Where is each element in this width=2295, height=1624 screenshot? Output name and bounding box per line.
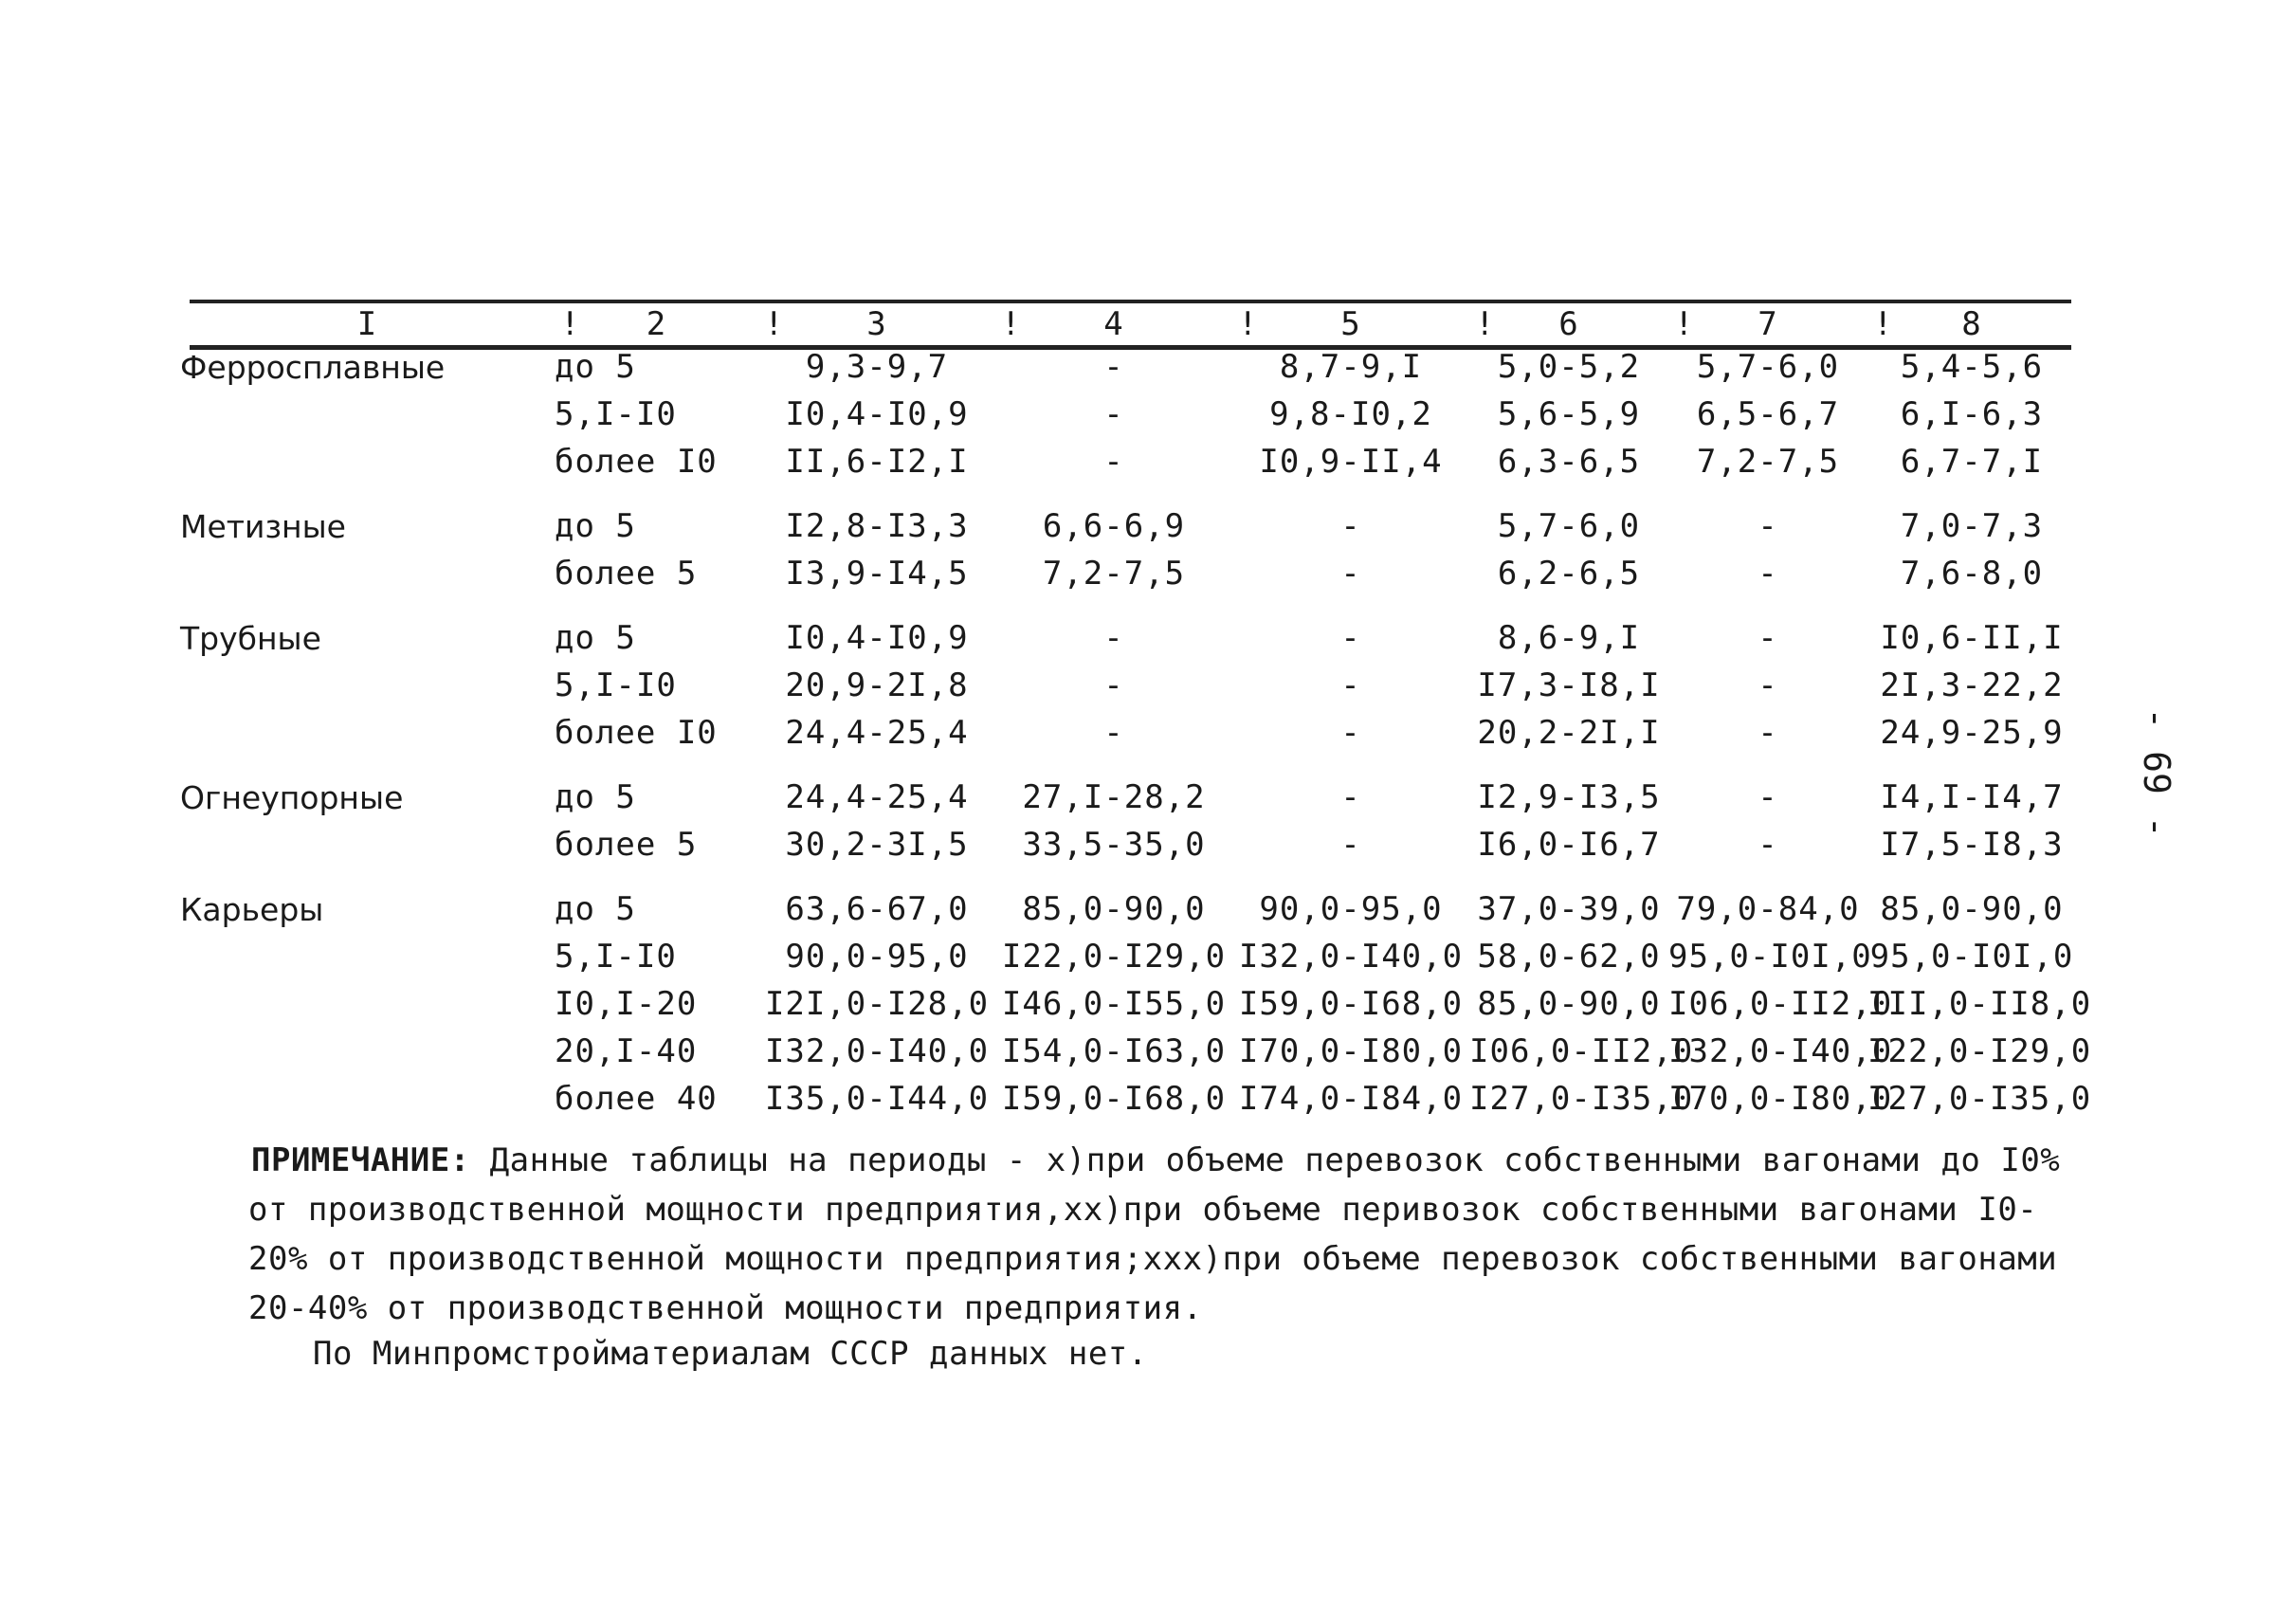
cell-col-4: -	[1103, 443, 1124, 481]
cell-col-7: 7,2-7,5	[1696, 443, 1840, 481]
cell-col-5: -	[1340, 507, 1361, 545]
cell-col-5: 9,8-I0,2	[1269, 395, 1432, 433]
col-header-4: ! 4	[1001, 305, 1124, 343]
row-group-label	[180, 1028, 555, 1075]
row-group-label: Трубные	[180, 619, 321, 657]
cell-col-4: -	[1103, 348, 1124, 386]
cell-col-5: -	[1340, 714, 1361, 752]
cell-col-5: I59,0-I68,0	[1238, 985, 1464, 1023]
cell-col-3: 90,0-95,0	[785, 938, 969, 976]
row-volume: более 40	[555, 1080, 718, 1118]
cell-col-6: 6,3-6,5	[1497, 443, 1641, 481]
cell-col-5: I74,0-I84,0	[1238, 1080, 1464, 1118]
cell-col-7: I32,0-I40,0	[1668, 1032, 1893, 1070]
cell-col-3: II,6-I2,I	[785, 443, 969, 481]
cell-col-4: I59,0-I68,0	[1001, 1080, 1227, 1118]
cell-col-7: 95,0-I0I,0	[1668, 938, 1872, 976]
table-note	[248, 1136, 2071, 1333]
row-volume: до 5	[555, 619, 636, 657]
col-header-1: I	[356, 305, 378, 343]
cell-col-3: 30,2-3I,5	[785, 826, 969, 864]
cell-col-6: 20,2-2I,I	[1477, 714, 1661, 752]
row-group-label	[180, 438, 555, 485]
table-row	[180, 821, 2076, 868]
cell-col-8: I0,6-II,I	[1880, 619, 2064, 657]
row-group-label	[180, 550, 555, 597]
cell-col-7: -	[1758, 666, 1778, 704]
cell-col-7: -	[1758, 778, 1778, 816]
table-row	[180, 485, 2076, 550]
row-volume: более I0	[555, 443, 718, 481]
cell-col-6: 37,0-39,0	[1477, 890, 1661, 928]
cell-col-4: 7,2-7,5	[1042, 555, 1186, 593]
col-header-8: ! 8	[1873, 305, 1982, 343]
cell-col-4: -	[1103, 666, 1124, 704]
cell-col-5: I32,0-I40,0	[1238, 938, 1464, 976]
row-volume: до 5	[555, 507, 636, 545]
table-row	[180, 1028, 2076, 1075]
cell-col-5: I0,9-II,4	[1259, 443, 1443, 481]
cell-col-4: -	[1103, 395, 1124, 433]
cell-col-7: -	[1758, 714, 1778, 752]
cell-col-7: -	[1758, 826, 1778, 864]
cell-col-3: I0,4-I0,9	[785, 395, 969, 433]
cell-col-3: 9,3-9,7	[805, 348, 949, 386]
cell-col-4: 6,6-6,9	[1042, 507, 1186, 545]
cell-col-7: I70,0-I80,0	[1668, 1080, 1893, 1118]
row-group-label	[180, 821, 555, 868]
cell-col-8: III,0-II8,0	[1867, 985, 2092, 1023]
row-group-label: Метизные	[180, 507, 346, 545]
table-row	[180, 597, 2076, 662]
table-row	[180, 868, 2076, 933]
cell-col-4: -	[1103, 714, 1124, 752]
row-group-label	[180, 662, 555, 709]
row-volume: до 5	[555, 890, 636, 928]
cell-col-8: 6,7-7,I	[1900, 443, 2044, 481]
cell-col-8: 7,6-8,0	[1900, 555, 2044, 593]
row-volume: более I0	[555, 714, 718, 752]
cell-col-8: I22,0-I29,0	[1867, 1032, 2092, 1070]
cell-col-8: 85,0-90,0	[1880, 890, 2064, 928]
row-group-label: Ферросплавные	[180, 348, 446, 386]
table-row	[180, 391, 2076, 438]
cell-col-6: I06,0-II2,0	[1469, 1032, 1694, 1070]
cell-col-4: I54,0-I63,0	[1001, 1032, 1227, 1070]
cell-col-5: -	[1340, 826, 1361, 864]
row-group-label	[180, 980, 555, 1028]
cell-col-6: 6,2-6,5	[1497, 555, 1641, 593]
row-volume: до 5	[555, 778, 636, 816]
cell-col-8: 95,0-I0I,0	[1869, 938, 2074, 976]
cell-col-3: I32,0-I40,0	[764, 1032, 990, 1070]
cell-col-8: I4,I-I4,7	[1880, 778, 2064, 816]
cell-col-6: 58,0-62,0	[1477, 938, 1661, 976]
row-volume: I0,I-20	[555, 985, 698, 1023]
cell-col-3: I0,4-I0,9	[785, 619, 969, 657]
page-number: - 69 -	[2136, 707, 2177, 838]
freight-table	[180, 305, 2092, 1122]
table-row	[180, 980, 2076, 1028]
cell-col-6: 8,6-9,I	[1497, 619, 1641, 657]
row-group-label: Огнеупорные	[180, 778, 404, 816]
cell-col-8: I7,5-I8,3	[1880, 826, 2064, 864]
row-group-label	[180, 1075, 555, 1122]
cell-col-5: I70,0-I80,0	[1238, 1032, 1464, 1070]
cell-col-5: 8,7-9,I	[1279, 348, 1423, 386]
cell-col-8: 5,4-5,6	[1900, 348, 2044, 386]
cell-col-6: 5,0-5,2	[1497, 348, 1641, 386]
table-row	[180, 933, 2076, 980]
table-top-rule	[190, 300, 2071, 303]
cell-col-5: -	[1340, 555, 1361, 593]
note-line-3: 20% от производственной мощности предприятия;ххх)при объеме перевозок собственными вагонами	[248, 1240, 2058, 1278]
cell-col-4: -	[1103, 619, 1124, 657]
row-volume: 5,I-I0	[555, 395, 677, 433]
note-line-1: ПРИМЕЧАНИЕ: Данные таблицы на периоды - х)при объеме перевозок собственными вагонами до I0%	[251, 1141, 2061, 1179]
table-row	[180, 550, 2076, 597]
cell-col-3: 24,4-25,4	[785, 778, 969, 816]
cell-col-3: I2,8-I3,3	[785, 507, 969, 545]
cell-col-7: 6,5-6,7	[1696, 395, 1840, 433]
cell-col-6: I6,0-I6,7	[1477, 826, 1661, 864]
col-header-6: ! 6	[1475, 305, 1579, 343]
col-header-7: ! 7	[1674, 305, 1778, 343]
cell-col-6: 85,0-90,0	[1477, 985, 1661, 1023]
table-row	[180, 1075, 2076, 1122]
cell-col-7: -	[1758, 619, 1778, 657]
note-line-2: от производственной мощности предприятия,хх)при объеме перивозок собственными вагонами I0-	[248, 1191, 2038, 1229]
row-group-label: Карьеры	[180, 890, 324, 928]
cell-col-5: -	[1340, 619, 1361, 657]
table-row	[180, 438, 2076, 485]
cell-col-5: 90,0-95,0	[1259, 890, 1443, 928]
row-group-label	[180, 709, 555, 757]
cell-col-4: 33,5-35,0	[1022, 826, 1206, 864]
row-volume: до 5	[555, 348, 636, 386]
cell-col-8: 2I,3-22,2	[1880, 666, 2064, 704]
cell-col-8: I27,0-I35,0	[1867, 1080, 2092, 1118]
row-volume: более 5	[555, 555, 698, 593]
col-header-5: ! 5	[1238, 305, 1361, 343]
footnote-no-data: По Минпромстройматериалам СССР данных нет.	[313, 1335, 1148, 1373]
note-line-4: 20-40% от производственной мощности предприятия.	[248, 1289, 1203, 1327]
cell-col-4: 85,0-90,0	[1022, 890, 1206, 928]
row-volume: более 5	[555, 826, 698, 864]
cell-col-4: I46,0-I55,0	[1001, 985, 1227, 1023]
cell-col-5: -	[1340, 666, 1361, 704]
cell-col-3: 20,9-2I,8	[785, 666, 969, 704]
cell-col-6: I2,9-I3,5	[1477, 778, 1661, 816]
cell-col-7: 5,7-6,0	[1696, 348, 1840, 386]
table-row	[180, 757, 2076, 821]
cell-col-3: 24,4-25,4	[785, 714, 969, 752]
row-group-label	[180, 391, 555, 438]
cell-col-6: I7,3-I8,I	[1477, 666, 1661, 704]
cell-col-7: -	[1758, 507, 1778, 545]
cell-col-6: 5,7-6,0	[1497, 507, 1641, 545]
cell-col-3: I3,9-I4,5	[785, 555, 969, 593]
row-volume: 5,I-I0	[555, 938, 677, 976]
row-volume: 5,I-I0	[555, 666, 677, 704]
cell-col-7: -	[1758, 555, 1778, 593]
cell-col-3: 63,6-67,0	[785, 890, 969, 928]
table-row	[180, 709, 2076, 757]
col-header-2: ! 2	[560, 305, 667, 343]
cell-col-7: I06,0-II2,0	[1668, 985, 1893, 1023]
cell-col-6: 5,6-5,9	[1497, 395, 1641, 433]
cell-col-8: 24,9-25,9	[1880, 714, 2064, 752]
cell-col-4: 27,I-28,2	[1022, 778, 1206, 816]
cell-col-4: I22,0-I29,0	[1001, 938, 1227, 976]
cell-col-3: I2I,0-I28,0	[764, 985, 990, 1023]
cell-col-7: 79,0-84,0	[1676, 890, 1860, 928]
col-header-3: ! 3	[764, 305, 887, 343]
table-body	[180, 343, 2092, 1122]
cell-col-5: -	[1340, 778, 1361, 816]
cell-col-8: 6,I-6,3	[1900, 395, 2044, 433]
cell-col-3: I35,0-I44,0	[764, 1080, 990, 1118]
header-row	[180, 305, 2076, 343]
cell-col-8: 7,0-7,3	[1900, 507, 2044, 545]
table-row	[180, 662, 2076, 709]
row-group-label	[180, 933, 555, 980]
cell-col-6: I27,0-I35,0	[1469, 1080, 1694, 1118]
row-volume: 20,I-40	[555, 1032, 698, 1070]
table-row	[180, 343, 2076, 391]
note-lead: ПРИМЕЧАНИЕ:	[251, 1141, 470, 1179]
